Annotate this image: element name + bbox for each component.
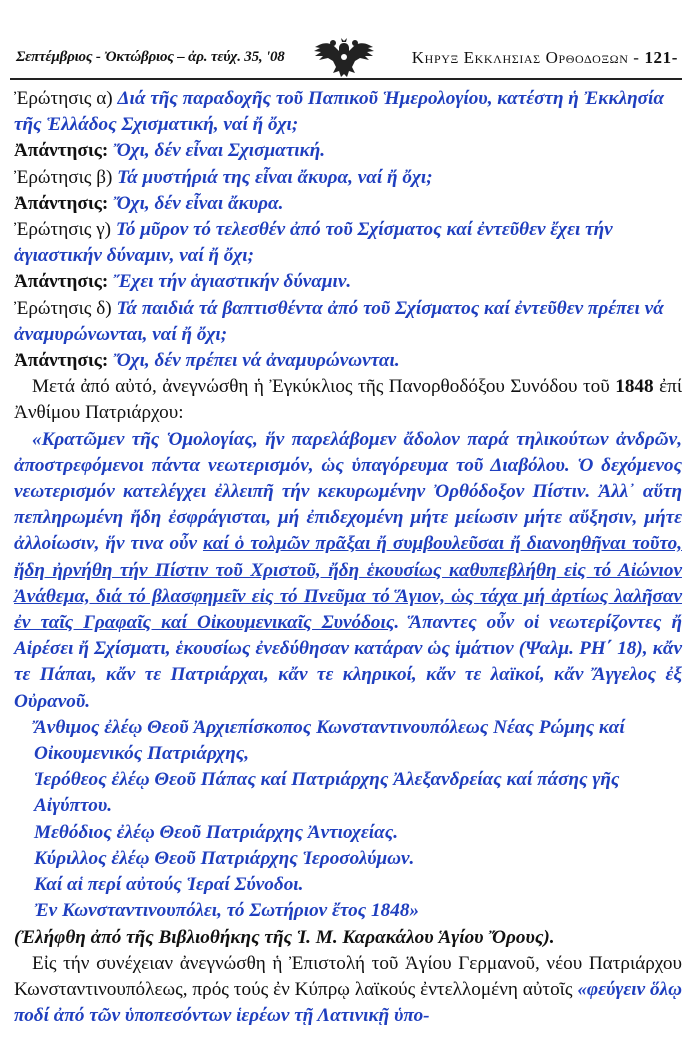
article-body xyxy=(14,86,682,1029)
encyclical-quote: «Κρατῶμεν τῆς Ὁμολογίας, ἥν παρελάβομεν ἄδολον παρά τηλικούτων ἀνδρῶν, ἀποστρεφόμενοι πάντα νεωτερισμόν, ὡς ὑπαγόρευμα τοῦ Διαβόλου. Ὁ δεχόμενος νεωτερισμόν κατελέγχει ἐλλειπῆ τήν κεκυρωμένην Ὀρθόδοξον Πίστιν. Ἀλλ᾽ αὕτη πεπληρωμένη ἤδη ἐσφράγισται, μή ἐπιδεχομένη μήτε μείωσιν μήτε αὔξησιν, μήτε ἀλλοίωσιν, ἥν τινα οὖν καί ὁ τολμῶν πρᾶξαι ἤ συμβουλεῦσαι ἤ διανοηθῆναι τοῦτο, ἤδη ἠρνήθη τήν Πίστιν τοῦ Χριστοῦ, ἤδη ἑκουσίως καθυπεβλήθη εἰς τό Αἰώνιον Ἀνάθεμα, διά τό βλασφημεῖν εἰς τό Πνεῦμα τό Ἅγιον, ὡς τάχα μή ἀρτίως λαλῆσαν ἐν ταῖς Γραφαῖς καί Οἰκουμενικαῖς Συνόδοις. Ἅπαντες οὖν οἱ νεωτερίζοντες ἤ Αἱρέσει ἤ Σχίσματι, ἑκουσίως ἐνεδύθησαν κατάραν ὡς ἱμάτιον (Ψαλμ. ΡΗ΄ 18), κἄν τε Πάπαι, κἄν τε Πατριάρχαι, κἄν τε κληρικοί, κἄν τε λαϊκοί, κἄν Ἄγγελος ἐξ Οὐρανοῦ. xyxy=(14,428,683,712)
header-rule xyxy=(10,78,682,80)
signature-3: Μεθόδιος ἐλέῳ Θεοῦ Πατριάρχης Ἀντιοχείας. xyxy=(34,821,399,843)
answer-4: Ἀπάντησις: Ὄχι, δέν πρέπει νά ἀναμυρώνωνται. xyxy=(14,350,400,372)
closing-paragraph: Εἰς τήν συνέχειαν ἀνεγνώσθη ἡ Ἐπιστολή τοῦ Ἁγίου Γερμανοῦ, νέου Πατριάρχου Κωνσταντινουπόλεως, πρός τούς ἐν Κύπρῳ λαϊκούς ἐντελλομένη αὐτοῖς «φεύγειν ὅλῳ ποδί ἀπό τῶν ὑποπεσόντων ἱερέων τῇ Λατινικῇ ὑπο- xyxy=(14,952,682,1027)
signature-4: Κύριλλος ἐλέῳ Θεοῦ Πατριάρχης Ἱεροσολύμων. xyxy=(34,847,415,869)
page-header xyxy=(0,0,690,82)
question-2: Ἐρώτησις β) Τά μυστήριά της εἶναι ἄκυρα, ναί ἤ ὄχι; xyxy=(14,166,433,188)
issue-info: Σεπτέμβριος - Ὀκτώβριος – ἀρ. τεύχ. 35, '08 xyxy=(16,49,285,65)
journal-name: Κηρυξ Εκκλησιας Ορθοδοξων - xyxy=(411,48,645,67)
double-headed-eagle-icon xyxy=(311,37,377,79)
question-1: Ἐρώτησις α) Διά τῆς παραδοχῆς τοῦ Παπικοῦ Ἡμερολογίου, κατέστη ἡ Ἐκκλησία τῆς Ἑλλάδος Σχισματική, ναί ἤ ὄχι; xyxy=(14,88,664,136)
question-3: Ἐρώτησις γ) Τό μῦρον τό τελεσθέν ἀπό τοῦ Σχίσματος καί ἐντεῦθεν ἔχει τήν ἁγιαστικήν δύναμιν, ναί ἤ ὄχι; xyxy=(14,219,613,267)
signature-6: Ἐν Κωνσταντινουπόλει, τό Σωτήριον ἔτος 1848» xyxy=(34,900,420,922)
underlined-passage: καί ὁ τολμῶν πρᾶξαι ἤ συμβουλεῦσαι ἤ διανοηθῆναι τοῦτο, ἤδη ἠρνήθη τήν Πίστιν τοῦ Χριστοῦ, ἤδη ἑκουσίως καθυπεβλήθη εἰς τό Αἰώνιον Ἀνάθεμα, διά τό βλασφημεῖν εἰς τό Πνεῦμα τό Ἅγιον, ὡς τάχα μή ἀρτίως λαλῆσαν ἐν ταῖς Γραφαῖς καί Οἰκουμενικαῖς Συνόδοις xyxy=(14,533,682,634)
page-number: 121- xyxy=(644,48,678,67)
answer-3: Ἀπάντησις: Ἔχει τήν ἁγιαστικήν δύναμιν. xyxy=(14,271,352,293)
signature-1: Ἄνθιμος ἐλέῳ Θεοῦ Ἀρχιεπίσκοπος Κωνσταντινουπόλεως Νέας Ρώμης καί Οἰκουμενικός Πατριάρχης, xyxy=(34,716,625,765)
question-4: Ἐρώτησις δ) Τά παιδιά τά βαπτισθέντα ἀπό τοῦ Σχίσματος καί ἐντεῦθεν πρέπει νά ἀναμυρώνωνται, ναί ἤ ὄχι; xyxy=(14,297,664,345)
intro-paragraph: Μετά ἀπό αὐτό, ἀνεγνώσθη ἡ Ἐγκύκλιος τῆς Πανορθοδόξου Συνόδου τοῦ 1848 ἐπί Ἀνθίμου Πατριάρχου: xyxy=(14,376,682,424)
answer-1: Ἀπάντησις: Ὄχι, δέν εἶναι Σχισματική. xyxy=(14,140,326,162)
journal-title xyxy=(412,48,678,68)
signature-5: Καί αἱ περί αὐτούς Ἱεραί Σύνοδοι. xyxy=(34,874,304,896)
answer-2: Ἀπάντησις: Ὄχι, δέν εἶναι ἄκυρα. xyxy=(14,192,284,214)
signature-2: Ἱερόθεος ἐλέῳ Θεοῦ Πάπας καί Πατριάρχης Ἀλεξανδρείας καί πάσης γῆς Αἰγύπτου. xyxy=(34,769,620,817)
source-note: (Ἐλήφθη ἀπό τῆς Βιβλιοθήκης τῆς Ἱ. Μ. Καρακάλου Ἁγίου Ὄρους). xyxy=(14,926,555,948)
